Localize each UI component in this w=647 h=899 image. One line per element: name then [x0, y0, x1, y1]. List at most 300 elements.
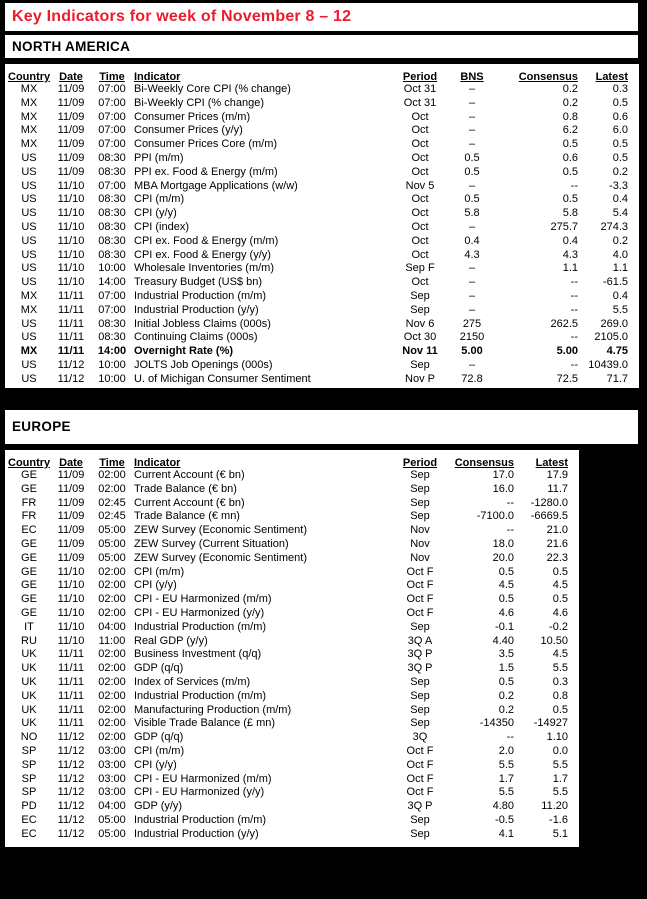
table-cell: 0.2 — [562, 96, 578, 109]
table-cell: 3Q P — [407, 648, 433, 661]
table-cell: 02:00 — [98, 689, 126, 702]
table-row — [8, 731, 576, 745]
table-cell: EC — [21, 524, 37, 537]
table-cell: 5.5 — [612, 303, 628, 316]
table-cell: 11/12 — [57, 358, 85, 371]
table-cell: 5.5 — [552, 662, 568, 675]
table-cell: GDP (y/y) — [134, 800, 183, 813]
table-cell: Nov 11 — [402, 345, 438, 358]
report-title-bar — [5, 3, 638, 31]
table-cell: 04:00 — [98, 620, 126, 633]
table-cell: US — [21, 317, 37, 330]
table-cell: 1.10 — [546, 731, 568, 744]
table-cell: 262.5 — [550, 317, 578, 330]
table-cell: 11/11 — [57, 345, 85, 358]
table-cell: 11/10 — [57, 262, 85, 275]
table-cell: 5.5 — [498, 786, 514, 799]
table-cell: 0.4 — [464, 234, 480, 247]
table-row — [8, 469, 576, 483]
table-cell: 0.5 — [464, 151, 480, 164]
table-cell: – — [468, 358, 476, 371]
table-cell: 3.5 — [498, 648, 514, 661]
table-row — [8, 552, 576, 566]
section-header-europe — [5, 410, 638, 444]
table-cell: 11:00 — [98, 634, 126, 647]
table-cell: GE — [21, 537, 37, 550]
europe-header-row — [8, 452, 576, 469]
table-cell: 11/09 — [57, 110, 85, 123]
table-cell: Sep — [410, 703, 430, 716]
table-cell: -0.1 — [495, 620, 514, 633]
table-cell: 5.5 — [552, 786, 568, 799]
table-row — [8, 773, 576, 787]
table-cell: IT — [24, 620, 34, 633]
table-cell: Trade Balance (€ bn) — [134, 482, 237, 495]
table-cell: 5.00 — [461, 345, 483, 358]
table-cell: Consumer Prices (y/y) — [134, 124, 243, 137]
column-header: Date — [59, 71, 83, 83]
table-cell: SP — [21, 758, 37, 771]
table-cell: SP — [21, 786, 37, 799]
table-cell: CPI (index) — [134, 220, 190, 233]
table-cell: 0.2 — [562, 83, 578, 95]
table-cell: 10.50 — [540, 634, 568, 647]
table-row — [8, 662, 576, 676]
table-cell: 0.8 — [562, 110, 578, 123]
table-cell: Oct — [411, 138, 429, 151]
table-cell: MX — [20, 303, 38, 316]
table-cell: UK — [21, 717, 37, 730]
table-cell: 05:00 — [98, 537, 126, 550]
table-cell: ZEW Survey (Economic Sentiment) — [134, 551, 307, 564]
table-cell: Bi-Weekly Core CPI (% change) — [134, 83, 291, 95]
table-cell: 4.6 — [552, 606, 568, 619]
table-cell: 0.3 — [612, 83, 628, 95]
table-cell: CPI (m/m) — [134, 193, 185, 206]
table-cell: 02:45 — [98, 496, 126, 509]
table-cell: US — [21, 248, 37, 261]
table-cell: RU — [21, 634, 37, 647]
table-cell: 11/09 — [57, 138, 85, 151]
table-cell: 0.5 — [552, 565, 568, 578]
column-header: Indicator — [134, 457, 181, 469]
table-cell: -- — [570, 289, 578, 302]
table-row — [8, 814, 576, 828]
table-row — [8, 621, 576, 635]
table-cell: GE — [21, 579, 37, 592]
table-cell: 08:30 — [98, 317, 126, 330]
table-cell: 0.6 — [612, 110, 628, 123]
table-cell: Sep — [410, 303, 430, 316]
table-cell: 10:00 — [98, 358, 126, 371]
table-cell: US — [21, 262, 37, 275]
table-cell: Sep F — [405, 262, 435, 275]
table-cell: 11/09 — [57, 96, 85, 109]
table-row — [8, 235, 636, 249]
table-row — [8, 207, 636, 221]
table-cell: 02:00 — [98, 662, 126, 675]
section-header-north-america — [5, 35, 638, 58]
table-row — [8, 193, 636, 207]
table-cell: 11/09 — [57, 524, 85, 537]
table-cell: 11/10 — [57, 220, 85, 233]
table-cell: Oct — [411, 110, 429, 123]
table-cell: US — [21, 358, 37, 371]
table-cell: Oct F — [406, 606, 434, 619]
table-cell: 11/12 — [57, 772, 85, 785]
table-cell: Industrial Production (y/y) — [134, 827, 259, 840]
table-cell: 3Q A — [407, 634, 433, 647]
table-cell: 4.5 — [552, 579, 568, 592]
table-cell: U. of Michigan Consumer Sentiment — [134, 372, 311, 385]
table-cell: 0.0 — [552, 744, 568, 757]
table-row — [8, 704, 576, 718]
table-row — [8, 759, 576, 773]
table-cell: US — [21, 234, 37, 247]
table-cell: Industrial Production (m/m) — [134, 813, 267, 826]
table-cell: 5.8 — [562, 207, 578, 220]
table-cell: 11/12 — [57, 786, 85, 799]
table-cell: Industrial Production (m/m) — [134, 689, 267, 702]
table-cell: 0.5 — [498, 675, 514, 688]
table-cell: 11/11 — [58, 289, 84, 302]
table-cell: 11/09 — [57, 165, 85, 178]
table-cell: MX — [20, 138, 38, 151]
table-row — [8, 331, 636, 345]
table-cell: Sep — [410, 289, 430, 302]
section-title-north-america: NORTH AMERICA — [12, 39, 131, 54]
table-cell: US — [21, 151, 37, 164]
table-cell: 4.40 — [492, 634, 514, 647]
table-cell: – — [468, 83, 476, 95]
table-cell: 11/11 — [58, 648, 84, 661]
table-cell: – — [468, 220, 476, 233]
table-cell: 07:00 — [98, 179, 126, 192]
table-cell: 4.3 — [464, 248, 480, 261]
table-cell: FR — [21, 496, 37, 509]
table-cell: 05:00 — [98, 813, 126, 826]
table-row — [8, 566, 576, 580]
table-row — [8, 690, 576, 704]
table-cell: 11/09 — [57, 482, 85, 495]
section-title-europe: EUROPE — [12, 419, 71, 434]
table-cell: 0.4 — [612, 193, 628, 206]
table-cell: Sep — [410, 689, 430, 702]
column-header: Latest — [595, 71, 628, 83]
table-cell: – — [468, 262, 476, 275]
column-header: Date — [59, 457, 83, 469]
table-cell: 02:00 — [98, 579, 126, 592]
table-cell: 71.7 — [606, 372, 628, 385]
table-cell: US — [21, 372, 37, 385]
table-cell: 10:00 — [98, 372, 126, 385]
table-cell: 0.2 — [498, 689, 514, 702]
table-cell: 08:30 — [98, 248, 126, 261]
table-cell: 21.6 — [546, 537, 568, 550]
table-row — [8, 593, 576, 607]
table-cell: UK — [21, 689, 37, 702]
table-cell: SP — [21, 744, 37, 757]
table-cell: Industrial Production (y/y) — [134, 303, 259, 316]
table-cell: Current Account (€ bn) — [134, 469, 245, 481]
table-cell: Nov 5 — [405, 179, 435, 192]
table-row — [8, 717, 576, 731]
table-cell: CPI (y/y) — [134, 207, 177, 220]
table-cell: US — [21, 207, 37, 220]
table-cell: Industrial Production (m/m) — [134, 289, 267, 302]
table-cell: UK — [21, 662, 37, 675]
table-cell: PPI (m/m) — [134, 151, 184, 164]
table-cell: 11/12 — [57, 744, 85, 757]
table-cell: Manufacturing Production (m/m) — [134, 703, 292, 716]
table-cell: CPI ex. Food & Energy (y/y) — [134, 248, 271, 261]
table-cell: -- — [570, 276, 578, 289]
column-header: Consensus — [518, 71, 578, 83]
table-cell: 6.0 — [612, 124, 628, 137]
table-cell: 03:00 — [98, 744, 126, 757]
north-america-header-row — [8, 66, 636, 83]
table-cell: 11/10 — [57, 193, 85, 206]
table-cell: 04:00 — [98, 800, 126, 813]
table-cell: 11/10 — [57, 579, 85, 592]
table-row — [8, 83, 636, 97]
table-cell: Consumer Prices Core (m/m) — [134, 138, 278, 151]
table-cell: 11/11 — [58, 717, 84, 730]
table-cell: – — [468, 110, 476, 123]
table-row — [8, 318, 636, 332]
table-cell: 11/12 — [57, 813, 85, 826]
table-cell: 4.80 — [492, 800, 514, 813]
table-cell: CPI (m/m) — [134, 565, 185, 578]
table-cell: 03:00 — [98, 772, 126, 785]
table-cell: -7100.0 — [476, 510, 514, 523]
table-cell: 275 — [462, 317, 482, 330]
table-cell: Sep — [410, 675, 430, 688]
table-cell: -3.3 — [609, 179, 628, 192]
table-cell: GE — [21, 565, 37, 578]
table-cell: – — [468, 179, 476, 192]
table-cell: 07:00 — [98, 138, 126, 151]
table-cell: 11/09 — [57, 124, 85, 137]
table-cell: 0.2 — [498, 703, 514, 716]
table-cell: CPI - EU Harmonized (y/y) — [134, 786, 265, 799]
table-cell: 21.0 — [546, 524, 568, 537]
table-cell: 4.5 — [552, 648, 568, 661]
table-cell: -- — [506, 731, 514, 744]
table-cell: 11/09 — [57, 151, 85, 164]
table-cell: Oct 30 — [403, 331, 437, 344]
table-cell: 4.5 — [498, 579, 514, 592]
table-cell: 0.5 — [612, 151, 628, 164]
table-cell: NO — [20, 731, 38, 744]
table-cell: US — [21, 331, 37, 344]
table-cell: Index of Services (m/m) — [134, 675, 251, 688]
table-cell: 11/09 — [57, 551, 85, 564]
table-cell: Oct — [411, 220, 429, 233]
table-cell: 07:00 — [98, 289, 126, 302]
table-cell: SP — [21, 772, 37, 785]
table-cell: GDP (q/q) — [134, 731, 184, 744]
table-cell: 02:00 — [98, 482, 126, 495]
table-cell: 0.5 — [612, 138, 628, 151]
table-cell: -0.5 — [495, 813, 514, 826]
table-row — [8, 828, 576, 842]
table-cell: 14:00 — [98, 276, 126, 289]
table-cell: 10439.0 — [588, 358, 628, 371]
table-cell: Oct — [411, 124, 429, 137]
table-cell: 11/10 — [57, 620, 85, 633]
table-cell: Nov — [410, 537, 430, 550]
table-cell: Nov — [410, 551, 430, 564]
column-header: Period — [402, 71, 438, 83]
table-cell: CPI - EU Harmonized (m/m) — [134, 772, 272, 785]
table-cell: 1.1 — [562, 262, 578, 275]
table-cell: 11/09 — [57, 469, 85, 481]
table-cell: 11/12 — [57, 800, 85, 813]
table-cell: MX — [20, 110, 38, 123]
table-cell: 17.0 — [492, 469, 514, 481]
column-header: Country — [8, 457, 50, 469]
table-cell: MX — [20, 345, 38, 358]
table-cell: 11/09 — [57, 510, 85, 523]
table-row — [8, 152, 636, 166]
table-row — [8, 373, 636, 387]
table-row — [8, 483, 576, 497]
table-row — [8, 579, 576, 593]
table-row — [8, 676, 576, 690]
table-cell: Overnight Rate (%) — [134, 345, 234, 358]
table-cell: 11/11 — [58, 331, 84, 344]
table-cell: US — [21, 220, 37, 233]
table-cell: 10:00 — [98, 262, 126, 275]
table-cell: CPI - EU Harmonized (m/m) — [134, 593, 272, 606]
table-row — [8, 166, 636, 180]
table-cell: 03:00 — [98, 758, 126, 771]
table-cell: Oct — [411, 193, 429, 206]
table-cell: – — [468, 124, 476, 137]
table-cell: 11/09 — [57, 496, 85, 509]
table-cell: Oct 31 — [403, 96, 437, 109]
table-cell: US — [21, 179, 37, 192]
table-row — [8, 800, 576, 814]
table-cell: 5.1 — [552, 827, 568, 840]
table-cell: -- — [570, 358, 578, 371]
table-cell: 2.0 — [498, 744, 514, 757]
table-cell: 11/10 — [57, 634, 85, 647]
table-cell: Business Investment (q/q) — [134, 648, 262, 661]
table-cell: 17.9 — [546, 469, 568, 481]
table-cell: 11/11 — [58, 703, 84, 716]
table-cell: 0.5 — [552, 703, 568, 716]
table-cell: 02:00 — [98, 565, 126, 578]
table-cell: UK — [21, 675, 37, 688]
table-cell: 269.0 — [600, 317, 628, 330]
table-cell: Oct 31 — [403, 83, 437, 95]
table-cell: 0.2 — [612, 234, 628, 247]
table-cell: GE — [21, 469, 37, 481]
table-cell: GDP (q/q) — [134, 662, 184, 675]
table-cell: 03:00 — [98, 786, 126, 799]
table-cell: Industrial Production (m/m) — [134, 620, 267, 633]
table-cell: 11/10 — [57, 248, 85, 261]
table-cell: – — [468, 138, 476, 151]
table-cell: Wholesale Inventories (m/m) — [134, 262, 274, 275]
table-cell: -14927 — [533, 717, 568, 730]
table-cell: 1.5 — [498, 662, 514, 675]
table-cell: 05:00 — [98, 524, 126, 537]
table-cell: 08:30 — [98, 165, 126, 178]
table-cell: GE — [21, 482, 37, 495]
table-cell: 08:30 — [98, 207, 126, 220]
table-cell: CPI - EU Harmonized (y/y) — [134, 606, 265, 619]
table-cell: 07:00 — [98, 110, 126, 123]
table-cell: 18.0 — [492, 537, 514, 550]
table-cell: MX — [20, 124, 38, 137]
column-header: Time — [99, 457, 125, 469]
table-cell: 0.4 — [612, 289, 628, 302]
table-row — [8, 497, 576, 511]
table-cell: JOLTS Job Openings (000s) — [134, 358, 273, 371]
table-cell: 274.3 — [600, 220, 628, 233]
table-cell: ZEW Survey (Current Situation) — [134, 537, 289, 550]
table-cell: EC — [21, 813, 37, 826]
table-cell: 11/12 — [57, 372, 85, 385]
table-cell: 11/12 — [57, 827, 85, 840]
table-cell: 02:45 — [98, 510, 126, 523]
table-cell: Consumer Prices (m/m) — [134, 110, 251, 123]
table-cell: CPI (y/y) — [134, 758, 177, 771]
table-cell: Current Account (€ bn) — [134, 496, 245, 509]
table-cell: 0.4 — [562, 234, 578, 247]
table-cell: EC — [21, 827, 37, 840]
table-cell: Oct F — [406, 772, 434, 785]
table-cell: 16.0 — [492, 482, 514, 495]
table-cell: 05:00 — [98, 827, 126, 840]
table-cell: 11/11 — [58, 662, 84, 675]
table-cell: 08:30 — [98, 331, 126, 344]
table-cell: Oct F — [406, 565, 434, 578]
table-cell: Nov — [410, 524, 430, 537]
table-cell: -6669.5 — [530, 510, 568, 523]
table-cell: 07:00 — [98, 83, 126, 95]
table-cell: – — [468, 289, 476, 302]
table-cell: 2150 — [459, 331, 485, 344]
table-cell: Oct — [411, 248, 429, 261]
table-cell: 11.20 — [541, 800, 568, 813]
table-row — [8, 262, 636, 276]
table-cell: -- — [570, 179, 578, 192]
table-cell: Sep — [410, 482, 430, 495]
table-cell: 0.5 — [498, 593, 514, 606]
north-america-table-container — [5, 64, 639, 388]
table-cell: Sep — [410, 510, 430, 523]
table-cell: 11/10 — [57, 565, 85, 578]
table-cell: 11/12 — [57, 731, 85, 744]
table-cell: 3Q P — [407, 800, 433, 813]
report-title: Key Indicators for week of November 8 – 12 — [12, 8, 352, 25]
table-cell: 22.3 — [546, 551, 568, 564]
table-cell: PD — [21, 800, 37, 813]
table-cell: 0.5 — [562, 193, 578, 206]
table-cell: 5.4 — [612, 207, 628, 220]
table-cell: 02:00 — [98, 703, 126, 716]
table-row — [8, 345, 636, 359]
table-cell: 02:00 — [98, 606, 126, 619]
table-cell: 11/11 — [58, 689, 84, 702]
table-cell: US — [21, 165, 37, 178]
table-row — [8, 538, 576, 552]
column-header: Consensus — [454, 457, 514, 469]
